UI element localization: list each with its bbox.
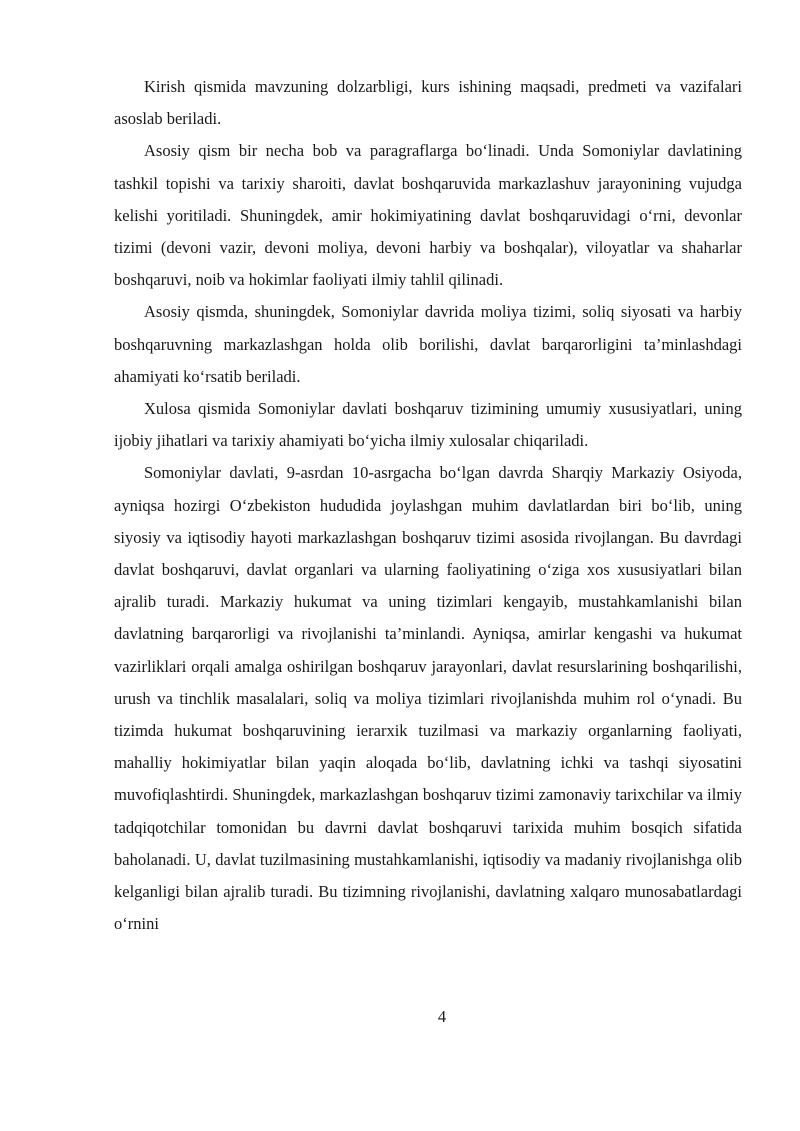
paragraph-introduction: Kirish qismida mavzuning dolzarbligi, kurs ishining maqsadi, predmeti va vazifalari asoslab beriladi.: [114, 77, 742, 129]
paragraph-main-part-finance: Asosiy qismda, shuningdek, Somoniylar davrida moliya tizimi, soliq siyosati va harbiy boshqaruvning markazlashgan holda olib borilishi, davlat barqarorligini ta’minlashdagi ahamiyati ko‘rsatib beriladi.: [114, 302, 742, 386]
paragraph-samanid-state: Somoniylar davlati, 9-asrdan 10-asrgacha bo‘lgan davrda Sharqiy Markaziy Osiyoda, ayniqsa hozirgi O‘zbekiston hududida joylashgan muhim davlatlardan biri bo‘lib, uning siyosiy va iqtisodiy hayoti markazlashgan boshqaruv tizimi asosida rivojlangan. Bu davrdagi davlat boshqaruvi, davlat organlari va ularning faoliyatining o‘ziga xos xususiyatlari bilan ajralib turadi. Markaziy hukumat va uning tizimlari kengayib, mustahkamlanishi bilan davlatning barqarorligi va rivojlanishi ta’minlandi. Ayniqsa, amirlar kengashi va hukumat vazirliklari orqali amalga oshirilgan boshqaruv jarayonlari, davlat resurslarining boshqarilishi, urush va tinchlik masalalari, soliq va moliya tizimlari rivojlanishda muhim rol o‘ynadi. Bu tizimda hukumat boshqaruvining ierarxik tuzilmasi va markaziy organlarning faoliyati, mahalliy hokimiyatlar bilan yaqin aloqada bo‘lib, davlatning ichki va tashqi siyosatini muvofiqlashtirdi. Shuningdek, markazlashgan boshqaruv tizimi zamonaviy tarixchilar va ilmiy tadqiqotchilar tomonidan bu davrni davlat boshqaruvi tarixida muhim bosqich sifatida baholanadi. U, davlat tuzilmasining mustahkamlanishi, iqtisodiy va madaniy rivojlanishga olib kelganligi bilan ajralib turadi. Bu tizimning rivojlanishi, davlatning xalqaro munosabatlardagi o‘rnini: [114, 463, 742, 934]
paragraph-conclusion: Xulosa qismida Somoniylar davlati boshqaruv tizimining umumiy xususiyatlari, uning ijobiy jihatlari va tarixiy ahamiyati bo‘yicha ilmiy xulosalar chiqariladi.: [114, 399, 742, 451]
body-text: [114, 71, 742, 940]
paragraph-main-part: Asosiy qism bir necha bob va paragraflarga bo‘linadi. Unda Somoniylar davlatining tashkil topishi va tarixiy sharoiti, davlat boshqaruvida markazlashuv jarayonining vujudga kelishi yoritiladi. Shuningdek, amir hokimiyatining davlat boshqaruvidagi o‘rni, devonlar tizimi (devoni vazir, devoni moliya, devoni harbiy va boshqalar), viloyatlar va shaharlar boshqaruvi, noib va hokimlar faoliyati ilmiy tahlil qilinadi.: [114, 141, 742, 290]
page-number: 4: [437, 1007, 447, 1026]
